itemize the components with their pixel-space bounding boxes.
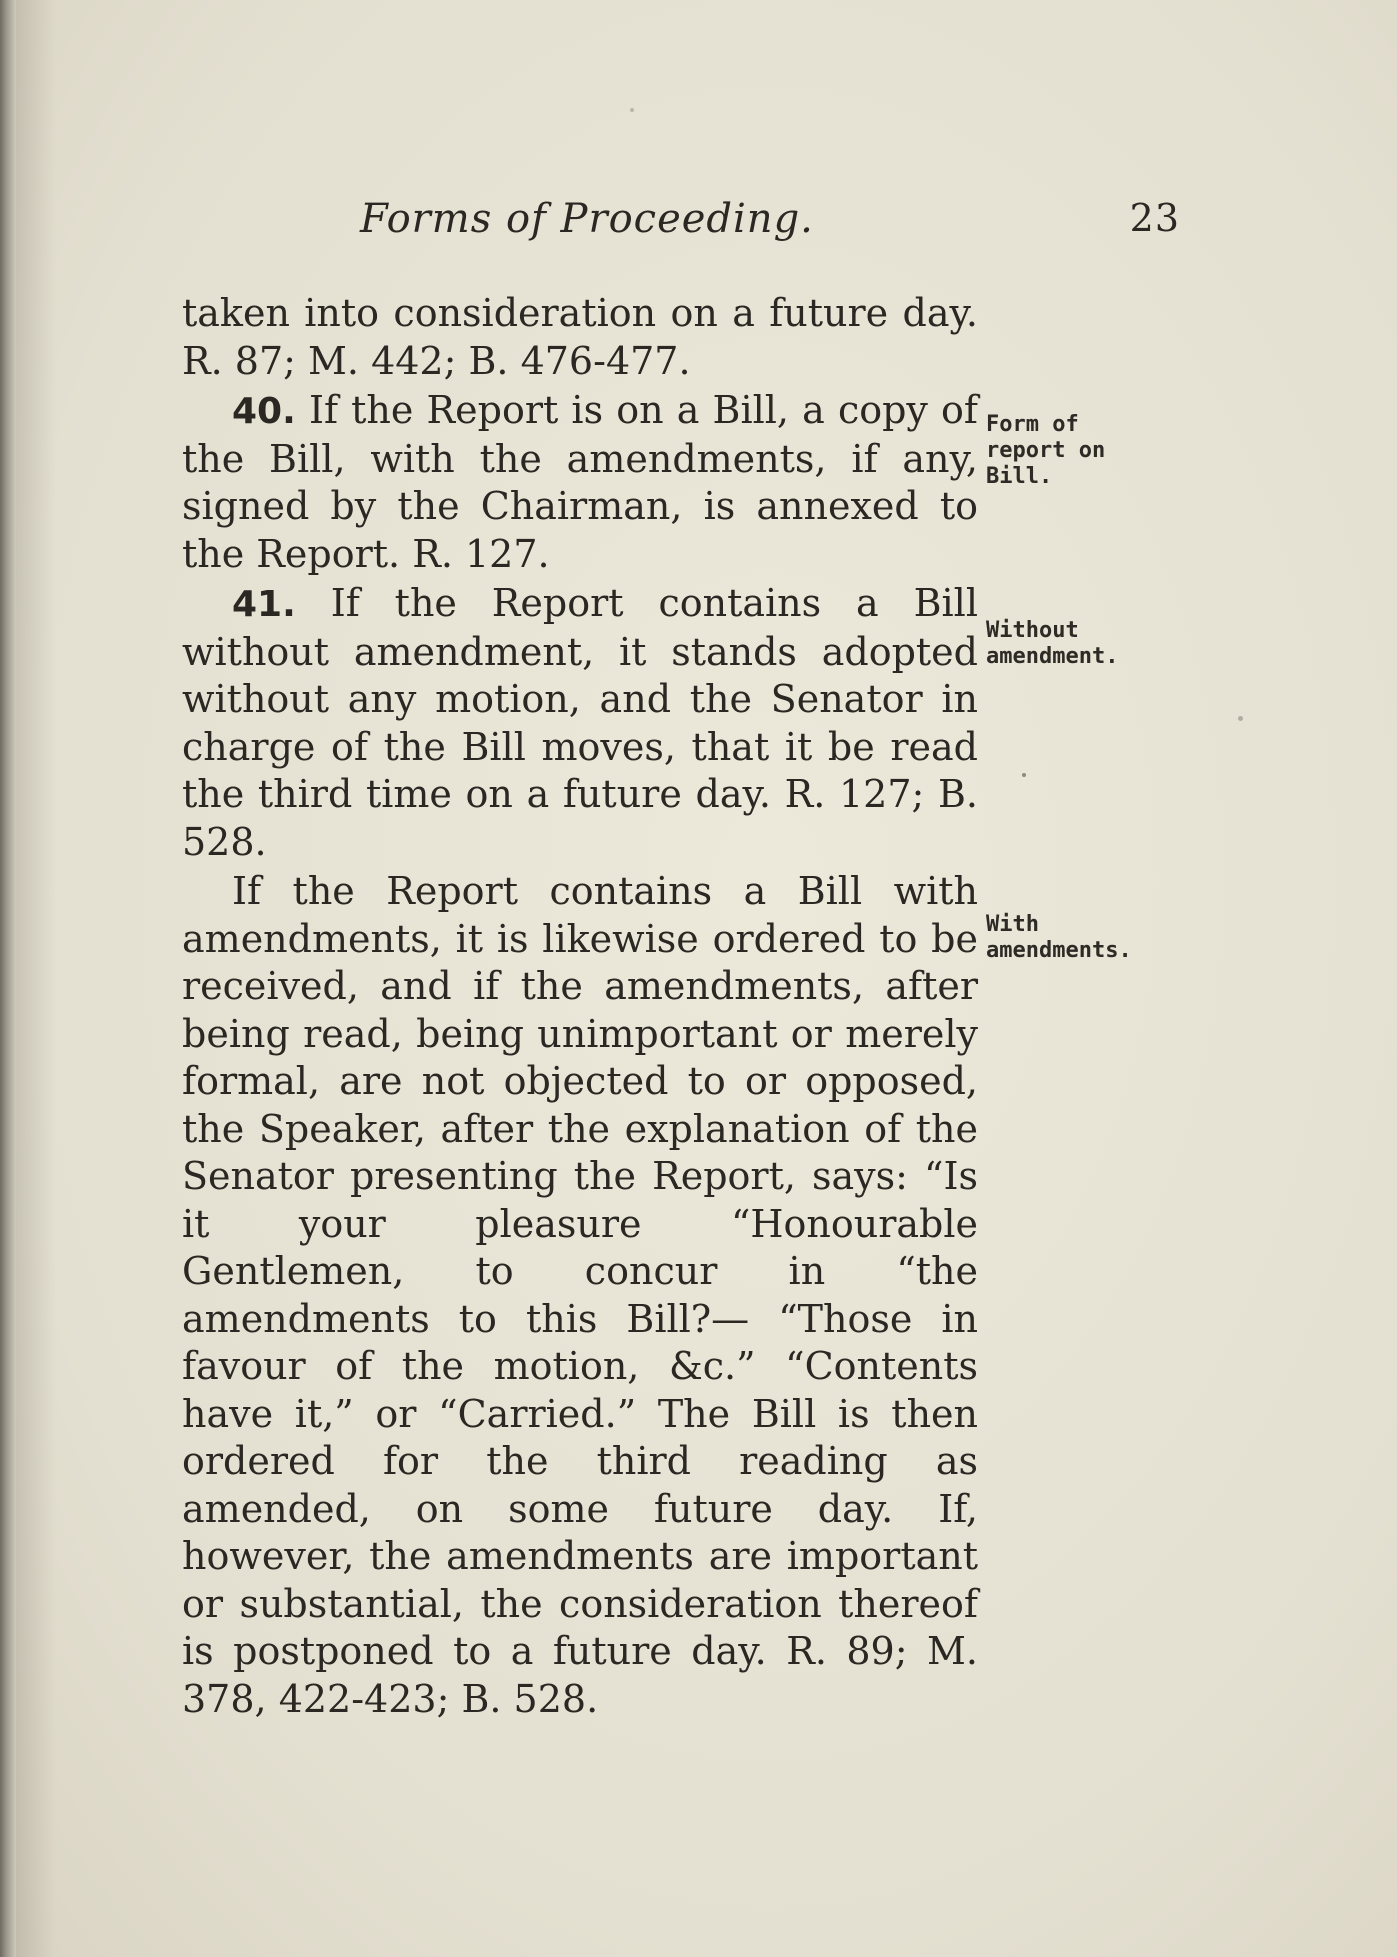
paragraph-41-text: If the Report contains a Bill without amendment, it stands adopted without any motion, and the Senator in charge of the Bill moves, that it be read the third time on a future day. R. 127; B. 528. (182, 581, 978, 864)
running-title: Forms of Proceeding. (360, 196, 814, 242)
body-text (182, 290, 978, 1723)
page-number: 23 (1129, 196, 1180, 240)
paragraph-41 (182, 580, 978, 866)
book-spine-shadow (0, 0, 16, 1957)
paragraph-40 (182, 387, 978, 578)
paper-speck (630, 108, 634, 112)
margin-note-form-of-report: Form of report on Bill. (986, 412, 1106, 489)
paper-speck (1022, 773, 1026, 777)
margin-note-without-amendment: Without amendment. (986, 618, 1119, 669)
margin-note-with-amendments: With amendments. (986, 912, 1132, 963)
paragraph-number-40: 40. (232, 391, 296, 432)
paper-speck (1238, 716, 1243, 721)
paragraph-with-amendments: If the Report contains a Bill with amendments, it is likewise ordered to be received, and if the amendments, after being read, being unimportant or merely formal, are not objected to or opposed, the Speaker, after the explanation of the Senator presenting the Report, says: “Is it your pleasure “Honourable Gentlemen, to concur in “the amendments to this Bill?— “Those in favour of the motion, &c.” “Contents have it,” or “Carried.” The Bill is then ordered for the third reading as amended, on some future day. If, however, the amendments are important or substantial, the consideration thereof is postponed to a future day. R. 89; M. 378, 422-423; B. 528. (182, 869, 978, 1721)
paragraph-continuation: taken into consideration on a future day. R. 87; M. 442; B. 476-477. (182, 291, 978, 383)
page-header (360, 196, 1180, 256)
paragraph-40-text: If the Report is on a Bill, a copy of the Bill, with the amendments, if any, signed by the Chairman, is annexed to the Report. R. 127. (182, 388, 978, 576)
paragraph-number-41: 41. (232, 584, 296, 625)
gutter-shadow (16, 0, 56, 1957)
